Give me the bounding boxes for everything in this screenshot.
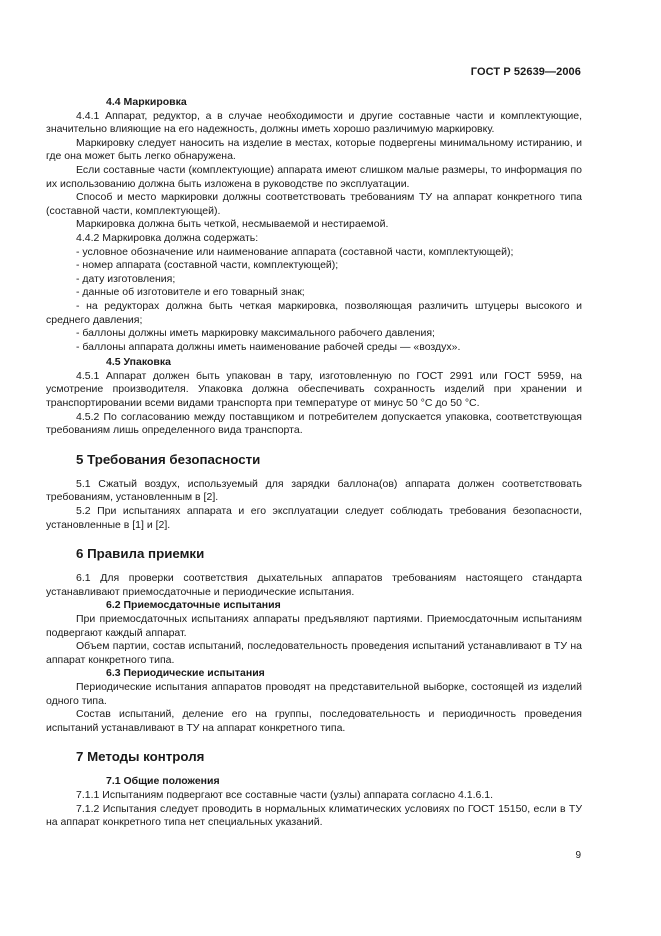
- paragraph: Объем партии, состав испытаний, последовательность проведения испытаний устанавливают в ТУ на аппарат конкретного типа.: [46, 640, 582, 666]
- paragraph: Маркировка должна быть четкой, несмываемой и нестираемой.: [76, 218, 389, 231]
- paragraph-4-5-2: 4.5.2 По согласованию между поставщиком и потребителем допускается упаковка, соответствующая требованиям лишь определенного вида транспорта.: [46, 410, 582, 437]
- paragraph-7-1-1: 7.1.1 Испытаниям подвергают все составные части (узлы) аппарата согласно 4.1.6.1.: [76, 788, 494, 801]
- paragraph: Маркировку следует наносить на изделие в местах, которые подвергены минимальному истиранию, и где она может быть легко обнаружена.: [46, 136, 582, 163]
- subsection-title-7-1: 7.1 Общие положения: [106, 775, 220, 788]
- list-item: - на редукторах должна быть четкая маркировка, позволяющая различить штуцеры высокого и среднего давления;: [46, 299, 582, 326]
- paragraph: Способ и место маркировки должны соответствовать требованиям ТУ на аппарат конкретного типа (составной части, комплектующей).: [46, 191, 582, 217]
- section-title-6: 6 Правила приемки: [76, 546, 205, 562]
- paragraph: Состав испытаний, деление его на группы, последовательность и периодичность проведения испытаний устанавливают в ТУ на аппарат конкретного типа.: [46, 708, 582, 734]
- paragraph-5-2: 5.2 При испытаниях аппарата и его эксплуатации следует соблюдать требования безопасности, установленные в [1] и [2].: [46, 505, 582, 531]
- subsection-title-6-3: 6.3 Периодические испытания: [106, 667, 265, 680]
- list-item: - дату изготовления;: [76, 272, 176, 285]
- section-title-7: 7 Методы контроля: [76, 749, 205, 765]
- list-item: - номер аппарата (составной части, комплектующей);: [76, 259, 339, 272]
- subsection-title-6-2: 6.2 Приемосдаточные испытания: [106, 599, 281, 612]
- page-number: 9: [575, 850, 581, 861]
- document-code: ГОСТ Р 52639—2006: [470, 66, 581, 78]
- page-content: [46, 96, 582, 830]
- list-item: - баллоны аппарата должны иметь наименование рабочей среды — «воздух».: [76, 340, 461, 353]
- paragraph: Периодические испытания аппаратов проводят на представительной выборке, состоящей из изделий одного типа.: [46, 680, 582, 707]
- list-item: - баллоны должны иметь маркировку максимального рабочего давления;: [76, 327, 435, 340]
- paragraph-6-1: 6.1 Для проверки соответствия дыхательных аппаратов требованиям настоящего стандарта устанавливают приемосдаточные и периодические испытания.: [46, 572, 582, 598]
- list-item: - данные об изготовителе и его товарный знак;: [76, 286, 305, 299]
- paragraph-5-1: 5.1 Сжатый воздух, используемый для зарядки баллона(ов) аппарата должен соответствовать требованиям, установленным в [2].: [46, 477, 582, 504]
- subsection-title-4-5: 4.5 Упаковка: [106, 356, 171, 369]
- paragraph: Если составные части (комплектующие) аппарата имеют слишком малые размеры, то информация по их использованию должна быть изложена в руководстве по эксплуатации.: [46, 163, 582, 190]
- subsection-title-4-4: 4.4 Маркировка: [106, 96, 187, 108]
- section-title-5: 5 Требования безопасности: [76, 451, 261, 467]
- paragraph: При приемосдаточных испытаниях аппараты предъявляют партиями. Приемосдаточным испытаниям подвергают каждый аппарат.: [46, 613, 582, 639]
- paragraph-4-4-2: 4.4.2 Маркировка должна содержать:: [76, 231, 259, 244]
- paragraph-7-1-2: 7.1.2 Испытания следует проводить в нормальных климатических условиях по ГОСТ 15150, если в ТУ на аппарат конкретного типа нет специальных указаний.: [46, 802, 582, 829]
- list-item: - условное обозначение или наименование аппарата (составной части, комплектующей);: [76, 245, 514, 258]
- paragraph-4-4-1: 4.4.1 Аппарат, редуктор, а в случае необходимости и другие составные части и комплектующие, значительно влияющие на его надежность, должны иметь хорошо различимую маркировку.: [46, 109, 582, 136]
- paragraph-4-5-1: 4.5.1 Аппарат должен быть упакован в тару, изготовленную по ГОСТ 2991 или ГОСТ 5959, на усмотрение производителя. Упаковка должна обеспечивать сохранность изделий при хранении и транспортировании всеми видами транспорта при температуре от минус 50 °С до 50 °С.: [46, 369, 582, 410]
